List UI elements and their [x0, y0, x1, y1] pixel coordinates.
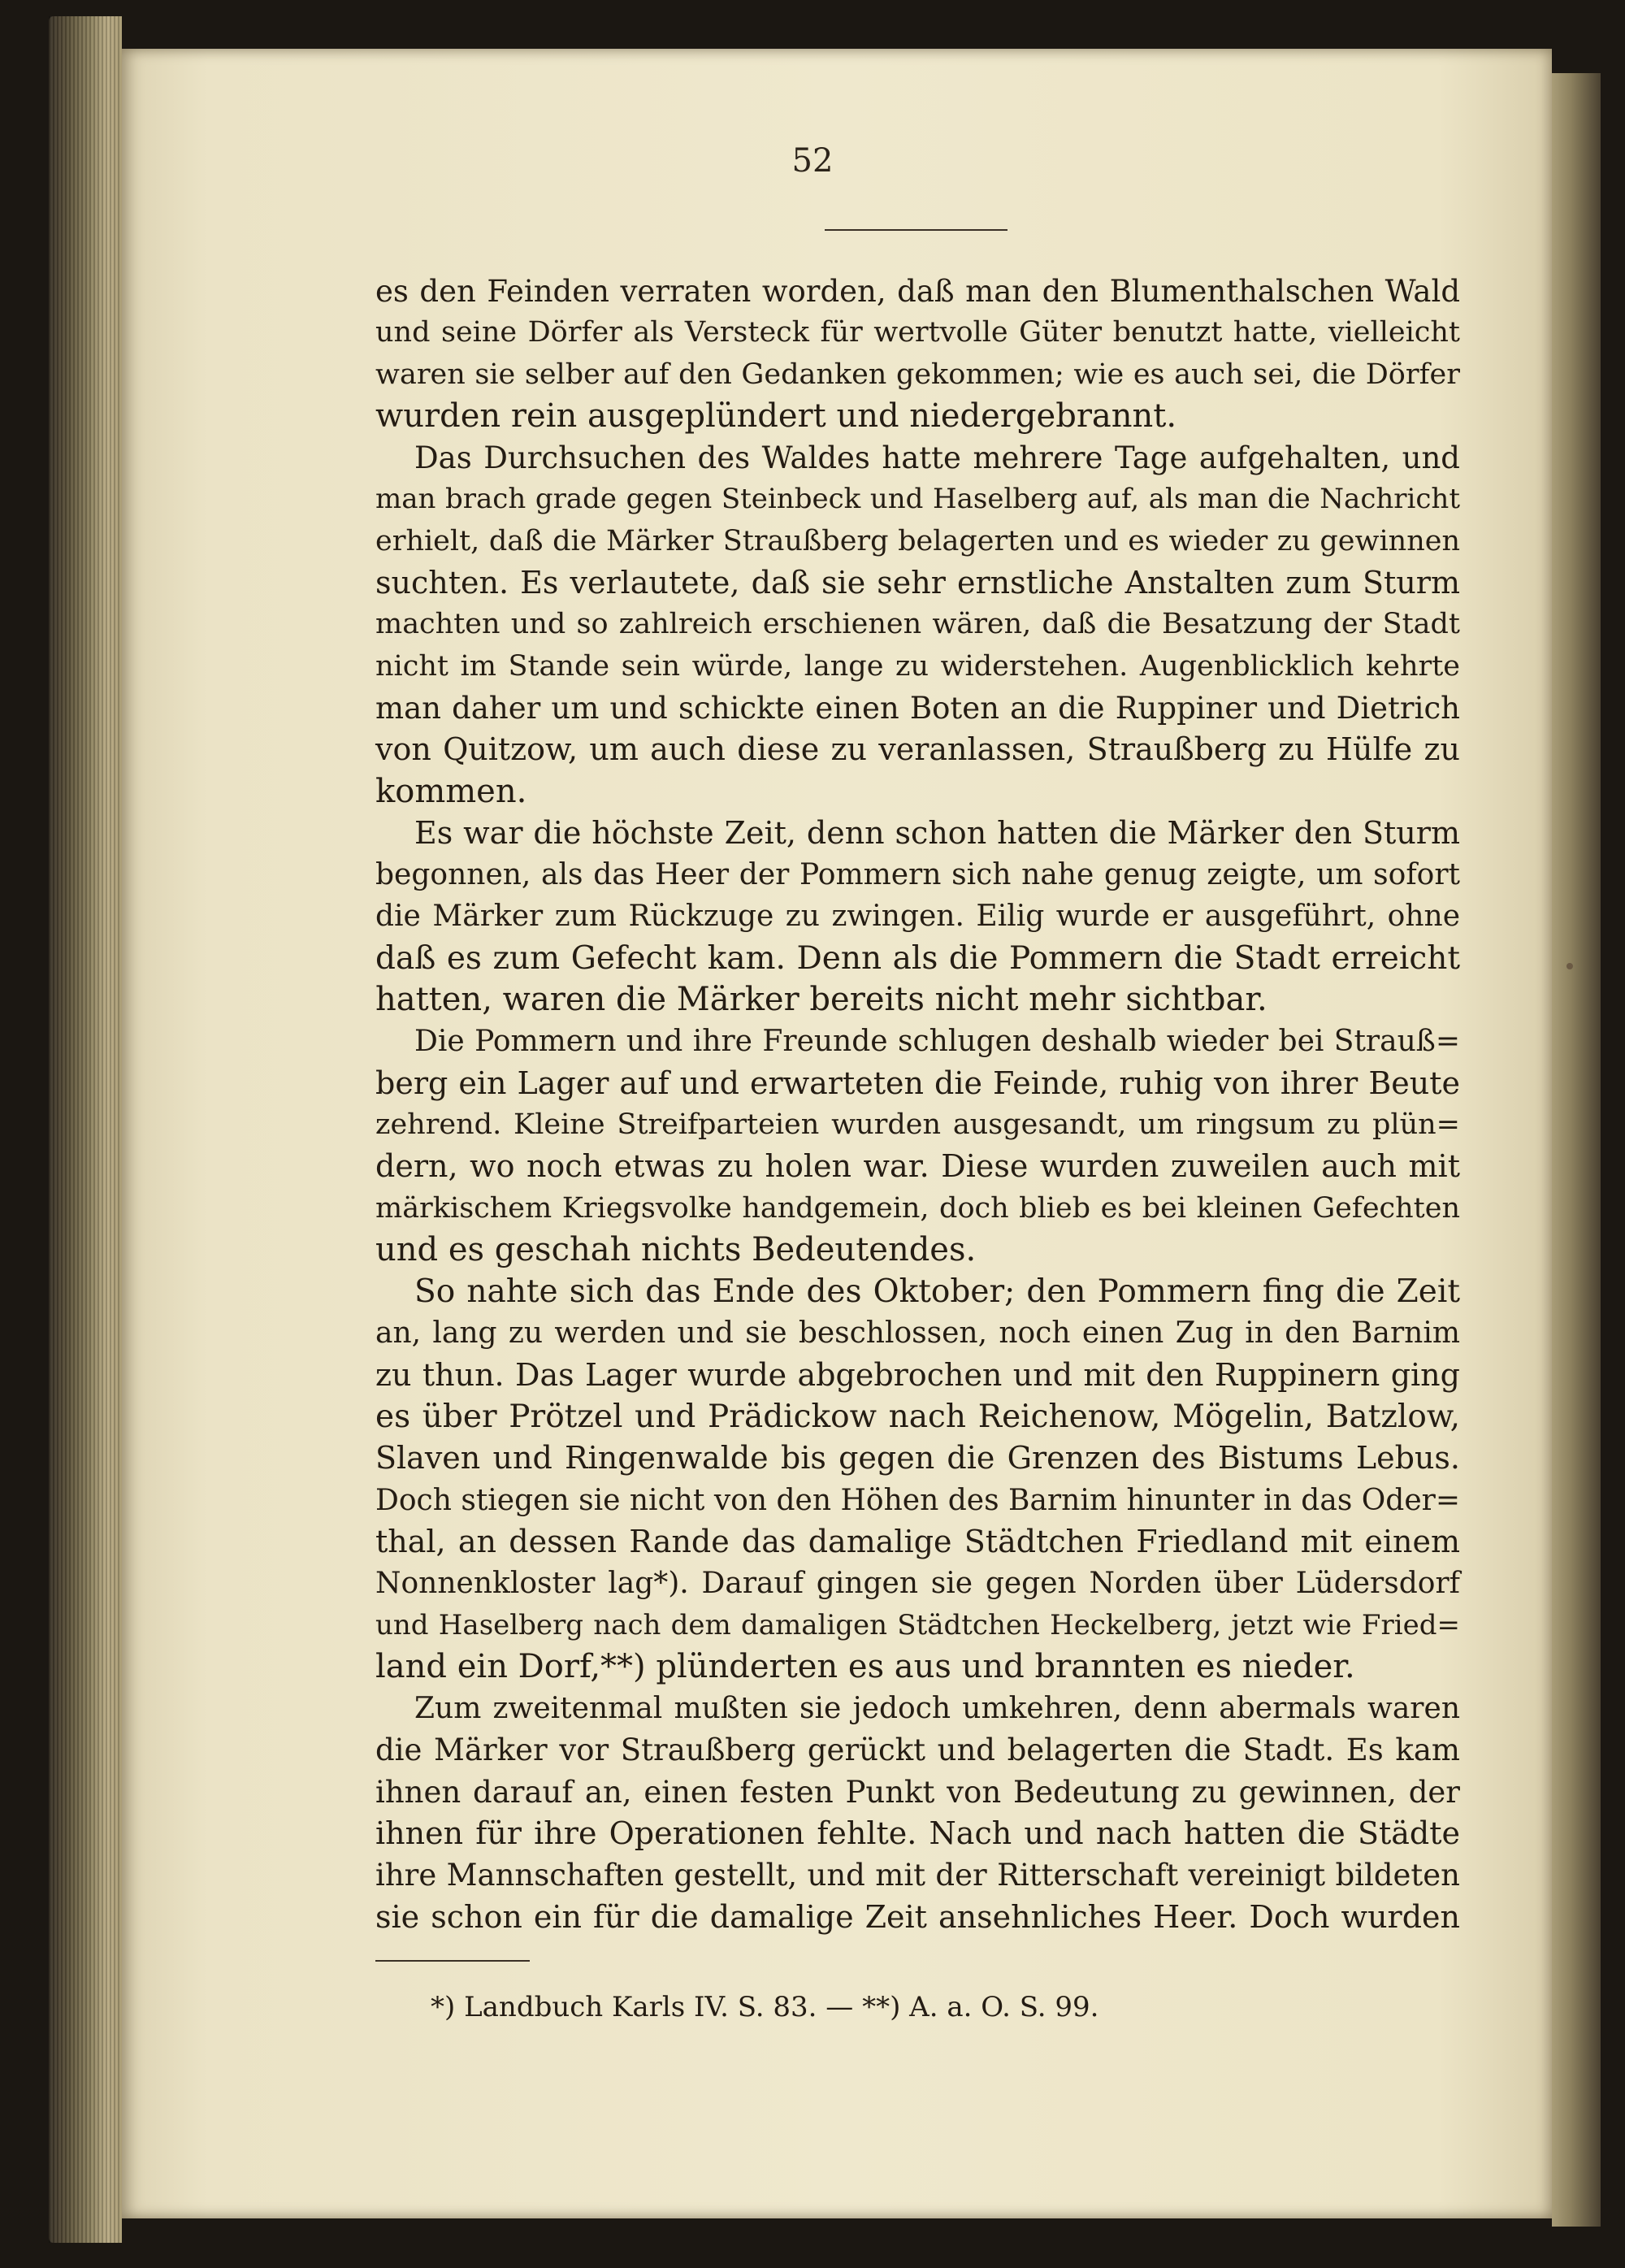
text-line: zehrend. Kleine Streifparteien wurden ausgesandt, um ringsum zu plün=: [375, 1108, 1460, 1141]
text-line: erhielt, daß die Märker Straußberg belagerten und es wieder zu gewinnen: [375, 524, 1460, 557]
text-line: nicht im Stande sein würde, lange zu widerstehen. Augenblicklich kehrte: [375, 649, 1460, 683]
book-spine-edge: [49, 16, 122, 2243]
text-line: machten und so zahlreich erschienen wären, daß die Besatzung der Stadt: [375, 608, 1460, 641]
text-line: So nahte sich das Ende des Oktober; den Pommern fing die Zeit: [414, 1273, 1460, 1311]
text-line: sie schon ein für die damalige Zeit ansehnliches Heer. Doch wurden: [375, 1898, 1460, 1935]
text-line: zu thun. Das Lager wurde abgebrochen und mit den Ruppinern ging: [375, 1356, 1460, 1393]
body-text: [375, 271, 1460, 1938]
page-number: 52: [791, 142, 834, 180]
text-line: wurden rein ausgeplündert und niedergebrannt.: [375, 397, 1177, 435]
text-line: Doch stiegen sie nicht von den Höhen des Barnim hinunter in das Oder=: [375, 1483, 1460, 1517]
text-line: an, lang zu werden und sie beschlossen, noch einen Zug in den Barnim: [375, 1316, 1460, 1351]
text-line: es den Feinden verraten worden, daß man den Blumenthalschen Wald: [375, 274, 1460, 309]
text-line: es über Prötzel und Prädickow nach Reichenow, Mögelin, Batzlow,: [375, 1399, 1460, 1436]
paragraph: [375, 813, 1460, 1021]
text-line: Zum zweitenmal mußten sie jedoch umkehren, denn abermals waren: [414, 1692, 1460, 1726]
footnote: *) Landbuch Karls IV. S. 83. — **) A. a. O. S. 99.: [431, 1991, 1099, 2023]
text-line: Die Pommern und ihre Freunde schlugen deshalb wieder bei Strauß=: [414, 1025, 1460, 1059]
text-line: man brach grade gegen Steinbeck und Haselberg auf, als man die Nachricht: [375, 483, 1460, 516]
text-line: und Haselberg nach dem damaligen Städtchen Heckelberg, jetzt wie Fried=: [375, 1608, 1460, 1641]
text-line: von Quitzow, um auch diese zu veranlassen, Straußberg zu Hülfe zu: [375, 731, 1460, 768]
text-line: daß es zum Gefecht kam. Denn als die Pommern die Stadt erreicht: [375, 939, 1460, 977]
text-line: begonnen, als das Heer der Pommern sich nahe genug zeigte, um sofort: [375, 858, 1460, 892]
text-line: thal, an dessen Rande das damalige Städtchen Friedland mit einem: [375, 1523, 1460, 1559]
paragraph: [375, 1021, 1460, 1271]
text-line: Slaven und Ringenwalde bis gegen die Grenzen des Bistums Lebus.: [375, 1440, 1460, 1477]
text-line: hatten, waren die Märker bereits nicht mehr sichtbar.: [375, 981, 1268, 1019]
paragraph: [375, 271, 1460, 437]
text-line: die Märker vor Straußberg gerückt und belagerten die Stadt. Es kam: [375, 1732, 1460, 1768]
text-line: ihnen darauf an, einen festen Punkt von Bedeutung zu gewinnen, der: [375, 1774, 1460, 1810]
footnote-rule: [375, 1960, 530, 1962]
text-line: land ein Dorf,**) plünderten es aus und brannten es nieder.: [375, 1647, 1355, 1685]
text-line: waren sie selber auf den Gedanken gekommen; wie es auch sei, die Dörfer: [375, 358, 1460, 391]
text-line: Nonnenkloster lag*). Darauf gingen sie gegen Norden über Lüdersdorf: [375, 1567, 1460, 1601]
text-line: und es geschah nichts Bedeutendes.: [375, 1230, 977, 1268]
paragraph: [375, 437, 1460, 813]
text-line: märkischem Kriegsvolke handgemein, doch blieb es bei kleinen Gefechten: [375, 1191, 1460, 1225]
text-line: man daher um und schickte einen Boten an die Ruppiner und Dietrich: [375, 690, 1460, 726]
text-line: die Märker zum Rückzuge zu zwingen. Eilig wurde er ausgeführt, ohne: [375, 900, 1460, 934]
text-line: suchten. Es verlautete, daß sie sehr ernstliche Anstalten zum Sturm: [375, 565, 1460, 601]
text-line: ihre Mannschaften gestellt, und mit der Ritterschaft vereinigt bildeten: [375, 1858, 1460, 1893]
paragraph: [375, 1688, 1460, 1938]
paper-stain: [1566, 963, 1573, 969]
text-line: Es war die höchste Zeit, denn schon hatten die Märker den Sturm: [414, 814, 1460, 851]
book-cover-edge: [1552, 73, 1601, 2227]
paragraph: [375, 1271, 1460, 1688]
text-line: ihnen für ihre Operationen fehlte. Nach und nach hatten die Städte: [375, 1815, 1460, 1851]
text-line: und seine Dörfer als Versteck für wertvolle Güter benutzt hatte, vielleicht: [375, 316, 1460, 349]
text-line: berg ein Lager auf und erwarteten die Feinde, ruhig von ihrer Beute: [375, 1065, 1460, 1101]
page-number-rule: [825, 229, 1008, 231]
text-line: dern, wo noch etwas zu holen war. Diese wurden zuweilen auch mit: [375, 1148, 1460, 1185]
text-line: Das Durchsuchen des Waldes hatte mehrere Tage aufgehalten, und: [414, 440, 1460, 476]
text-line: kommen.: [375, 772, 527, 810]
